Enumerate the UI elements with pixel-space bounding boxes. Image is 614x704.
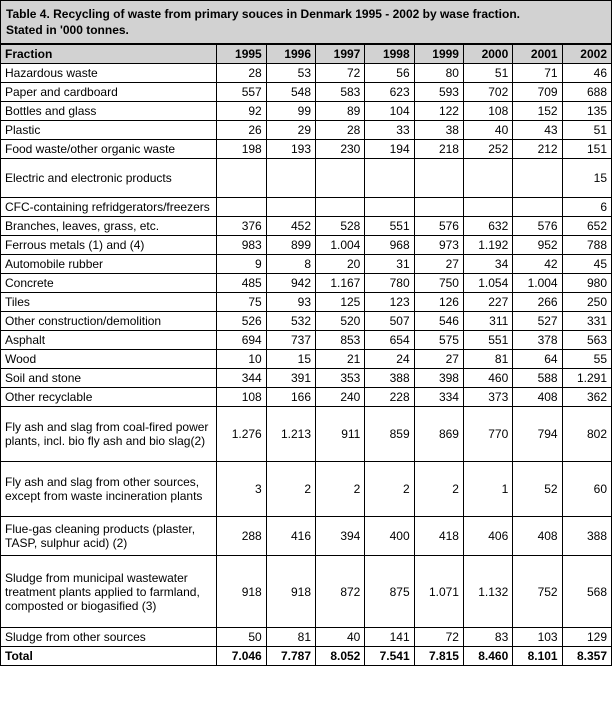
table-row (1, 140, 612, 159)
value-cell: 1.213 (266, 407, 315, 462)
total-value-cell: 7.815 (414, 647, 463, 666)
value-cell: 694 (217, 331, 266, 350)
value-cell: 288 (217, 517, 266, 556)
value-cell (365, 159, 414, 198)
table-row (1, 517, 612, 556)
value-cell: 526 (217, 312, 266, 331)
value-cell (217, 159, 266, 198)
value-cell: 408 (513, 517, 562, 556)
value-cell: 81 (266, 628, 315, 647)
value-cell: 593 (414, 83, 463, 102)
value-cell: 652 (562, 217, 611, 236)
value-cell: 31 (365, 255, 414, 274)
table-row (1, 83, 612, 102)
value-cell: 250 (562, 293, 611, 312)
fraction-label: Wood (1, 350, 217, 369)
value-cell: 108 (217, 388, 266, 407)
value-cell: 548 (266, 83, 315, 102)
value-cell: 528 (316, 217, 365, 236)
table-row (1, 350, 612, 369)
header-year: 1997 (316, 45, 365, 64)
value-cell: 452 (266, 217, 315, 236)
value-cell: 1.167 (316, 274, 365, 293)
value-cell: 1.071 (414, 556, 463, 628)
value-cell (463, 159, 512, 198)
value-cell (365, 198, 414, 217)
value-cell: 376 (217, 217, 266, 236)
value-cell: 38 (414, 121, 463, 140)
total-value-cell: 8.357 (562, 647, 611, 666)
value-cell: 780 (365, 274, 414, 293)
value-cell: 373 (463, 388, 512, 407)
value-cell: 353 (316, 369, 365, 388)
value-cell: 51 (463, 64, 512, 83)
table-row (1, 236, 612, 255)
value-cell: 108 (463, 102, 512, 121)
header-year: 2000 (463, 45, 512, 64)
fraction-label: Other recyclable (1, 388, 217, 407)
value-cell: 40 (463, 121, 512, 140)
table-row (1, 312, 612, 331)
value-cell: 311 (463, 312, 512, 331)
value-cell: 918 (266, 556, 315, 628)
value-cell: 218 (414, 140, 463, 159)
value-cell: 43 (513, 121, 562, 140)
value-cell: 968 (365, 236, 414, 255)
value-cell: 872 (316, 556, 365, 628)
value-cell: 123 (365, 293, 414, 312)
fraction-label: Soil and stone (1, 369, 217, 388)
header-year: 1995 (217, 45, 266, 64)
value-cell: 15 (266, 350, 315, 369)
value-cell: 10 (217, 350, 266, 369)
header-year: 1998 (365, 45, 414, 64)
recycling-table (0, 44, 612, 666)
total-value-cell: 7.787 (266, 647, 315, 666)
value-cell: 576 (414, 217, 463, 236)
value-cell: 53 (266, 64, 315, 83)
value-cell: 388 (562, 517, 611, 556)
fraction-label: Asphalt (1, 331, 217, 350)
value-cell: 166 (266, 388, 315, 407)
value-cell: 3 (217, 462, 266, 517)
total-label: Total (1, 647, 217, 666)
total-value-cell: 8.101 (513, 647, 562, 666)
table-caption (0, 0, 612, 44)
value-cell: 126 (414, 293, 463, 312)
value-cell: 193 (266, 140, 315, 159)
value-cell: 93 (266, 293, 315, 312)
value-cell: 802 (562, 407, 611, 462)
value-cell: 983 (217, 236, 266, 255)
table-row (1, 407, 612, 462)
value-cell (217, 198, 266, 217)
value-cell: 406 (463, 517, 512, 556)
value-cell (463, 198, 512, 217)
value-cell: 27 (414, 255, 463, 274)
table-row (1, 628, 612, 647)
value-cell (414, 159, 463, 198)
value-cell: 1.054 (463, 274, 512, 293)
total-value-cell: 8.052 (316, 647, 365, 666)
fraction-label: Paper and cardboard (1, 83, 217, 102)
value-cell: 551 (463, 331, 512, 350)
value-cell: 83 (463, 628, 512, 647)
value-cell: 654 (365, 331, 414, 350)
value-cell: 485 (217, 274, 266, 293)
value-cell: 378 (513, 331, 562, 350)
value-cell: 688 (562, 83, 611, 102)
value-cell: 266 (513, 293, 562, 312)
value-cell: 394 (316, 517, 365, 556)
table-row (1, 198, 612, 217)
value-cell: 1.291 (562, 369, 611, 388)
value-cell: 40 (316, 628, 365, 647)
value-cell: 42 (513, 255, 562, 274)
header-fraction: Fraction (1, 45, 217, 64)
value-cell: 980 (562, 274, 611, 293)
value-cell: 60 (562, 462, 611, 517)
value-cell: 398 (414, 369, 463, 388)
value-cell (316, 198, 365, 217)
value-cell: 576 (513, 217, 562, 236)
value-cell: 129 (562, 628, 611, 647)
value-cell: 227 (463, 293, 512, 312)
value-cell: 34 (463, 255, 512, 274)
value-cell: 26 (217, 121, 266, 140)
value-cell: 2 (414, 462, 463, 517)
value-cell: 92 (217, 102, 266, 121)
value-cell: 869 (414, 407, 463, 462)
fraction-label: Sludge from municipal wastewater treatment plants applied to farmland, composted or biogasified (3) (1, 556, 217, 628)
value-cell: 750 (414, 274, 463, 293)
value-cell: 942 (266, 274, 315, 293)
value-cell: 252 (463, 140, 512, 159)
table-row (1, 556, 612, 628)
value-cell: 408 (513, 388, 562, 407)
value-cell: 45 (562, 255, 611, 274)
value-cell: 230 (316, 140, 365, 159)
table-row (1, 369, 612, 388)
fraction-label: Ferrous metals (1) and (4) (1, 236, 217, 255)
value-cell: 46 (562, 64, 611, 83)
value-cell: 103 (513, 628, 562, 647)
value-cell: 1.132 (463, 556, 512, 628)
value-cell: 29 (266, 121, 315, 140)
value-cell: 80 (414, 64, 463, 83)
value-cell: 72 (414, 628, 463, 647)
header-year: 2002 (562, 45, 611, 64)
value-cell: 575 (414, 331, 463, 350)
total-row (1, 647, 612, 666)
value-cell: 709 (513, 83, 562, 102)
value-cell: 2 (365, 462, 414, 517)
table-row (1, 217, 612, 236)
table-row (1, 255, 612, 274)
caption-title: Table 4. Recycling of waste from primary souces in Denmark 1995 - 2002 by wase fraction. (6, 7, 520, 21)
value-cell: 50 (217, 628, 266, 647)
table-row (1, 331, 612, 350)
header-year: 1996 (266, 45, 315, 64)
value-cell: 546 (414, 312, 463, 331)
value-cell: 55 (562, 350, 611, 369)
value-cell: 532 (266, 312, 315, 331)
value-cell: 557 (217, 83, 266, 102)
header-year: 1999 (414, 45, 463, 64)
value-cell: 33 (365, 121, 414, 140)
value-cell: 973 (414, 236, 463, 255)
value-cell: 1.004 (513, 274, 562, 293)
value-cell: 9 (217, 255, 266, 274)
total-value-cell: 7.541 (365, 647, 414, 666)
value-cell (513, 159, 562, 198)
fraction-label: Fly ash and slag from other sources, except from waste incineration plants (1, 462, 217, 517)
value-cell: 507 (365, 312, 414, 331)
value-cell: 702 (463, 83, 512, 102)
value-cell: 737 (266, 331, 315, 350)
table-row (1, 462, 612, 517)
value-cell: 51 (562, 121, 611, 140)
value-cell: 2 (316, 462, 365, 517)
value-cell: 15 (562, 159, 611, 198)
value-cell: 2 (266, 462, 315, 517)
value-cell: 1.004 (316, 236, 365, 255)
value-cell: 520 (316, 312, 365, 331)
value-cell: 52 (513, 462, 562, 517)
value-cell (266, 159, 315, 198)
fraction-label: Hazardous waste (1, 64, 217, 83)
value-cell: 859 (365, 407, 414, 462)
fraction-label: Tiles (1, 293, 217, 312)
value-cell: 331 (562, 312, 611, 331)
value-cell: 64 (513, 350, 562, 369)
value-cell: 99 (266, 102, 315, 121)
value-cell: 334 (414, 388, 463, 407)
value-cell: 28 (316, 121, 365, 140)
value-cell: 583 (316, 83, 365, 102)
table-row (1, 388, 612, 407)
value-cell: 551 (365, 217, 414, 236)
value-cell: 28 (217, 64, 266, 83)
value-cell: 56 (365, 64, 414, 83)
value-cell: 240 (316, 388, 365, 407)
value-cell: 212 (513, 140, 562, 159)
fraction-label: Automobile rubber (1, 255, 217, 274)
value-cell: 71 (513, 64, 562, 83)
value-cell: 632 (463, 217, 512, 236)
fraction-label: Plastic (1, 121, 217, 140)
table-row (1, 274, 612, 293)
value-cell: 794 (513, 407, 562, 462)
fraction-label: Flue-gas cleaning products (plaster, TASP, sulphur acid) (2) (1, 517, 217, 556)
table-row (1, 159, 612, 198)
table-row (1, 293, 612, 312)
value-cell: 81 (463, 350, 512, 369)
value-cell: 228 (365, 388, 414, 407)
value-cell: 194 (365, 140, 414, 159)
value-cell: 788 (562, 236, 611, 255)
value-cell: 875 (365, 556, 414, 628)
header-row (1, 45, 612, 64)
value-cell (513, 198, 562, 217)
fraction-label: Other construction/demolition (1, 312, 217, 331)
value-cell: 89 (316, 102, 365, 121)
value-cell: 21 (316, 350, 365, 369)
value-cell: 135 (562, 102, 611, 121)
fraction-label: Branches, leaves, grass, etc. (1, 217, 217, 236)
fraction-label: Electric and electronic products (1, 159, 217, 198)
value-cell (316, 159, 365, 198)
value-cell: 198 (217, 140, 266, 159)
value-cell: 8 (266, 255, 315, 274)
total-value-cell: 7.046 (217, 647, 266, 666)
value-cell: 400 (365, 517, 414, 556)
value-cell: 418 (414, 517, 463, 556)
value-cell: 623 (365, 83, 414, 102)
value-cell: 27 (414, 350, 463, 369)
value-cell: 141 (365, 628, 414, 647)
value-cell: 416 (266, 517, 315, 556)
value-cell: 388 (365, 369, 414, 388)
value-cell: 1 (463, 462, 512, 517)
fraction-label: Food waste/other organic waste (1, 140, 217, 159)
value-cell: 20 (316, 255, 365, 274)
header-year: 2001 (513, 45, 562, 64)
value-cell: 151 (562, 140, 611, 159)
value-cell: 391 (266, 369, 315, 388)
table-row (1, 64, 612, 83)
fraction-label: Concrete (1, 274, 217, 293)
value-cell: 911 (316, 407, 365, 462)
value-cell: 104 (365, 102, 414, 121)
value-cell (414, 198, 463, 217)
table-row (1, 102, 612, 121)
fraction-label: Sludge from other sources (1, 628, 217, 647)
value-cell: 1.192 (463, 236, 512, 255)
total-value-cell: 8.460 (463, 647, 512, 666)
value-cell: 125 (316, 293, 365, 312)
fraction-label: Fly ash and slag from coal-fired power plants, incl. bio fly ash and bio slag(2) (1, 407, 217, 462)
value-cell: 563 (562, 331, 611, 350)
value-cell: 344 (217, 369, 266, 388)
fraction-label: Bottles and glass (1, 102, 217, 121)
value-cell: 75 (217, 293, 266, 312)
value-cell: 1.276 (217, 407, 266, 462)
value-cell: 918 (217, 556, 266, 628)
value-cell: 72 (316, 64, 365, 83)
value-cell: 6 (562, 198, 611, 217)
value-cell: 770 (463, 407, 512, 462)
value-cell: 122 (414, 102, 463, 121)
caption-unit: Stated in '000 tonnes. (6, 23, 129, 37)
value-cell: 899 (266, 236, 315, 255)
value-cell: 568 (562, 556, 611, 628)
value-cell: 853 (316, 331, 365, 350)
value-cell: 952 (513, 236, 562, 255)
table-row (1, 121, 612, 140)
value-cell: 752 (513, 556, 562, 628)
value-cell: 588 (513, 369, 562, 388)
value-cell: 24 (365, 350, 414, 369)
fraction-label: CFC-containing refridgerators/freezers (1, 198, 217, 217)
value-cell: 152 (513, 102, 562, 121)
value-cell: 527 (513, 312, 562, 331)
value-cell (266, 198, 315, 217)
value-cell: 460 (463, 369, 512, 388)
value-cell: 362 (562, 388, 611, 407)
